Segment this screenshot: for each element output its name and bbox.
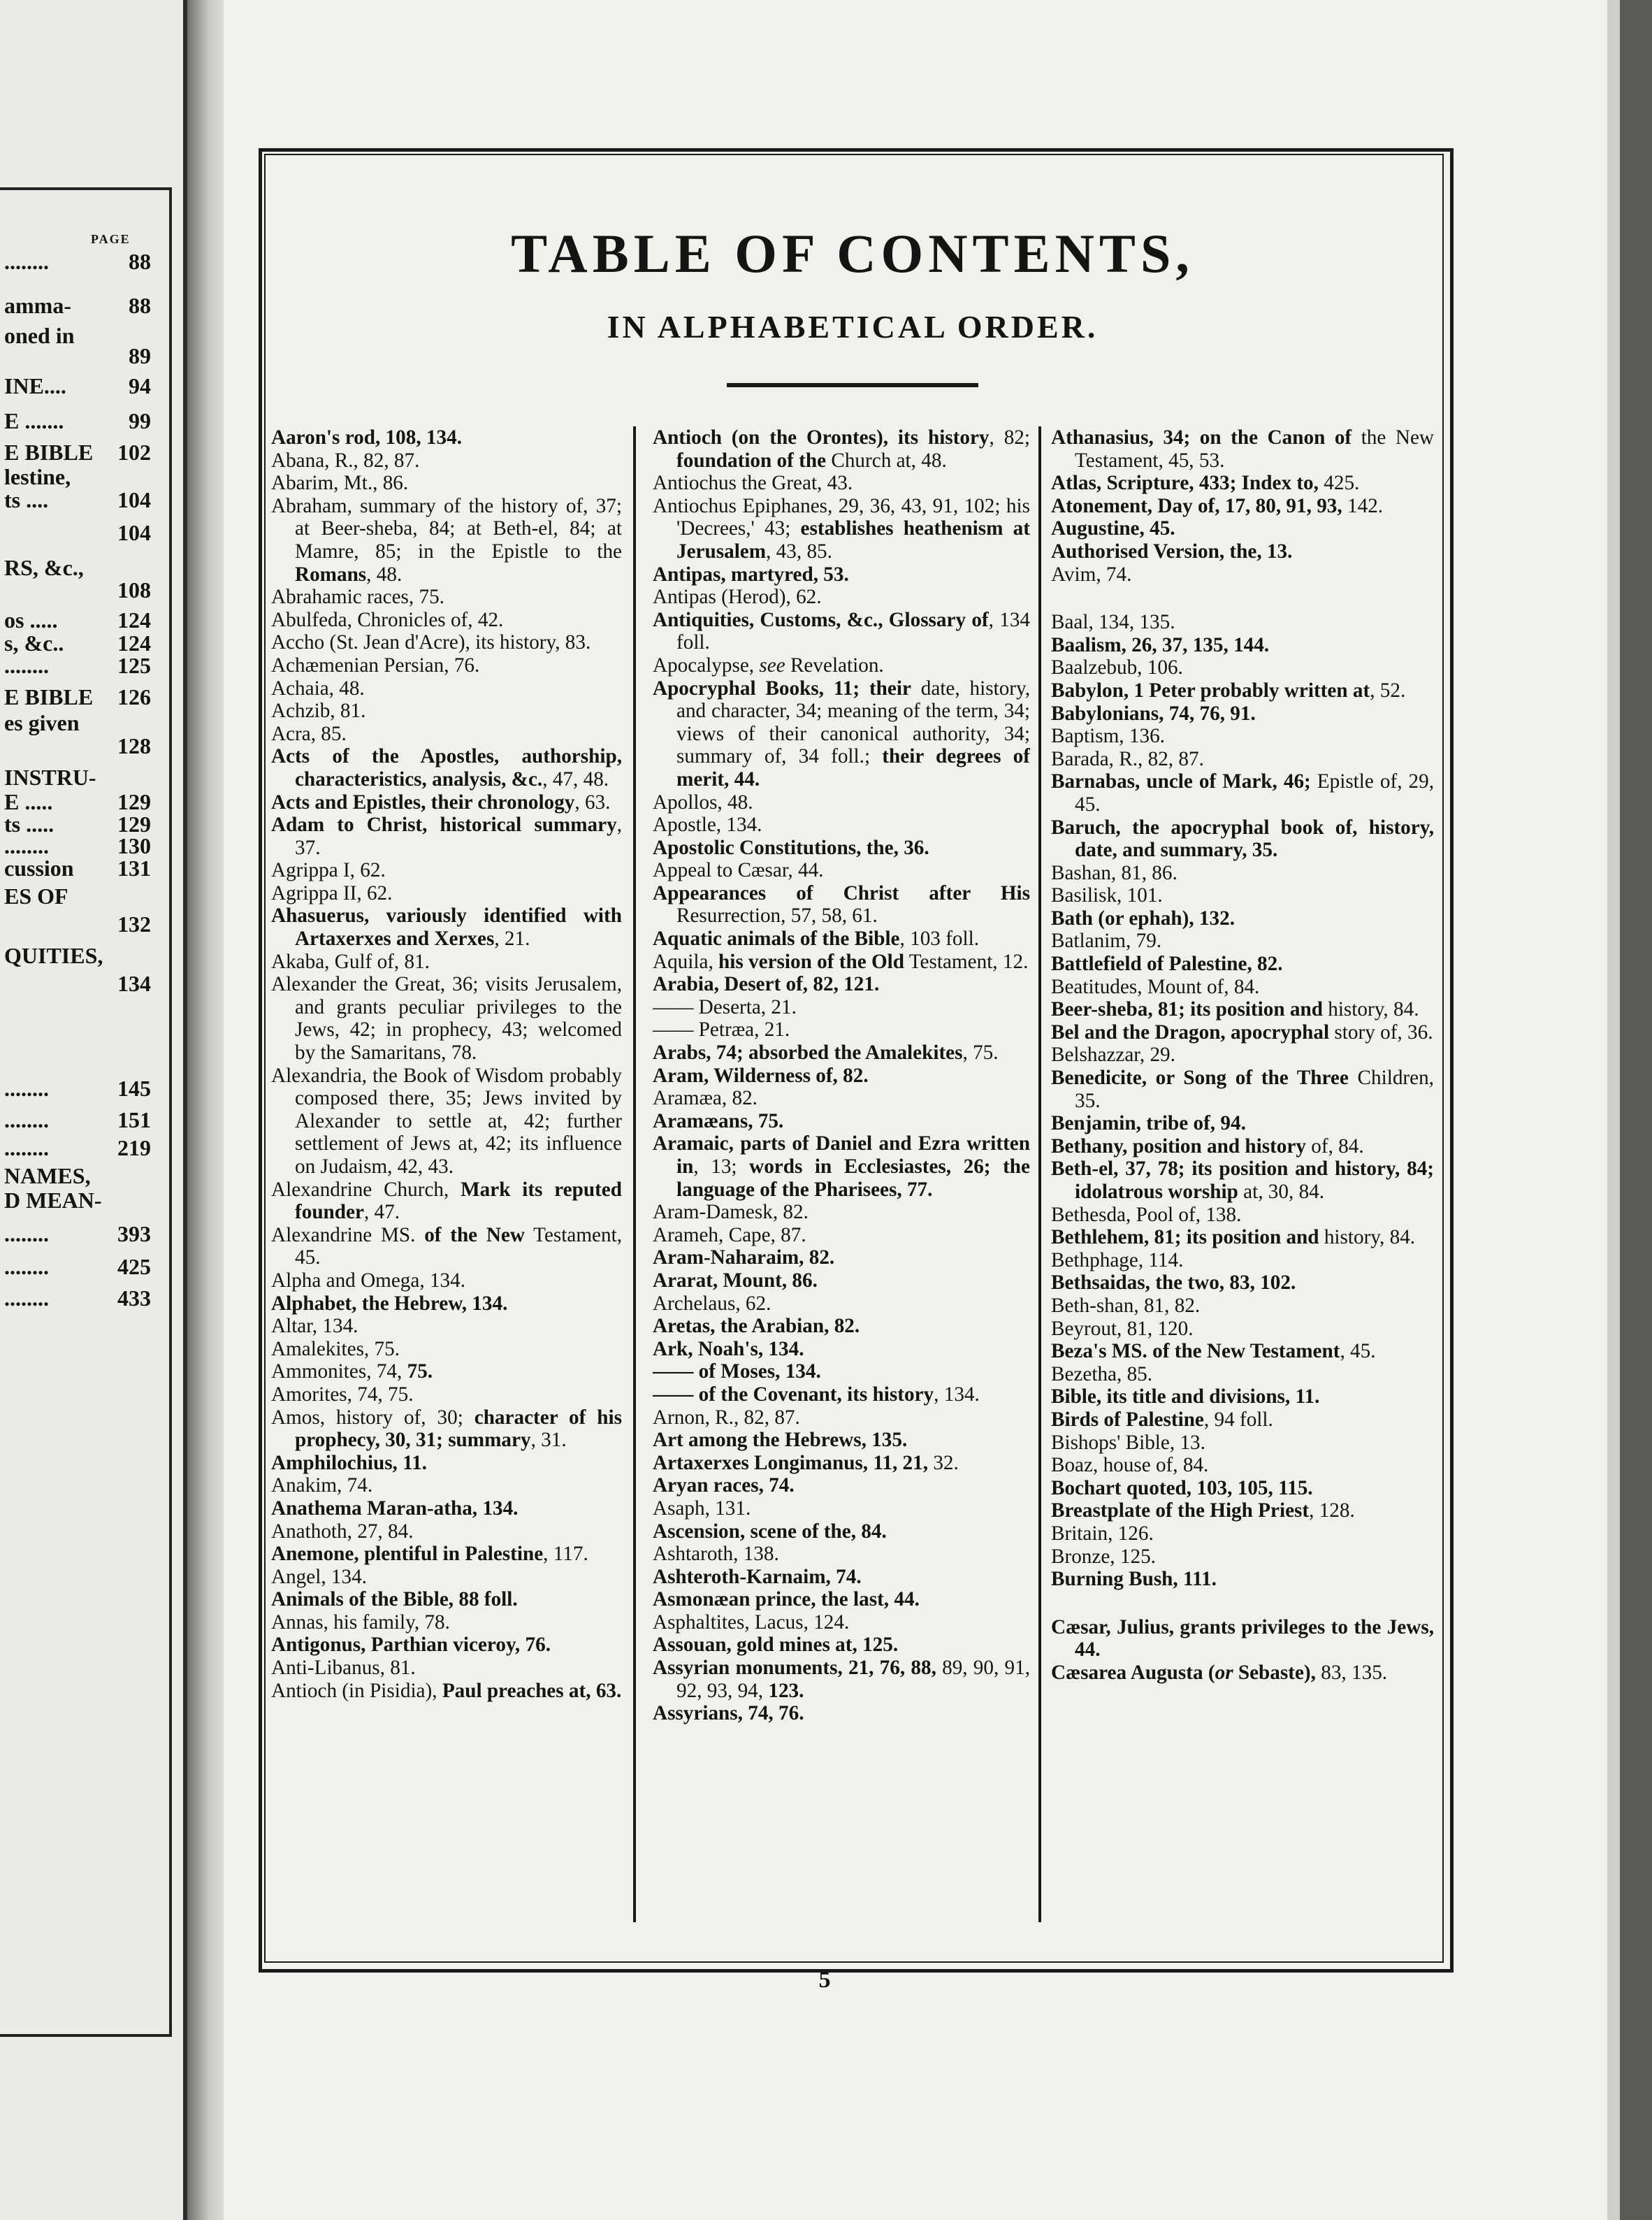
index-entry: Bethphage, 114. xyxy=(1051,1248,1184,1271)
index-entry: Apostle, 134. xyxy=(653,814,762,837)
index-entry: Asaph, 131. xyxy=(653,1497,751,1520)
index-entry: Apocalypse, see Revelation. xyxy=(653,654,884,677)
index-entry: Cæsarea Augusta (or Sebaste), 83, 135. xyxy=(1051,1661,1388,1684)
left-toc-text: s, &c.. xyxy=(4,630,64,656)
index-entry: Anakim, 74. xyxy=(271,1474,373,1497)
index-entry: Belshazzar, 29. xyxy=(1051,1044,1175,1067)
index-entry: Atonement, Day of, 17, 80, 91, 93, 142. xyxy=(1051,494,1384,517)
index-entry: Arabs, 74; absorbed the Amalekites, 75. xyxy=(653,1041,999,1065)
left-toc-text: NAMES, xyxy=(4,1163,91,1188)
index-column-1 xyxy=(271,426,622,1943)
index-entry: —— Petræa, 21. xyxy=(653,1018,790,1041)
index-entry: Anemone, plentiful in Palestine, 117. xyxy=(271,1543,588,1566)
index-entry: Asmonæan prince, the last, 44. xyxy=(653,1588,920,1611)
left-toc-page: 125 xyxy=(117,653,151,678)
left-toc-text: oned in xyxy=(4,323,75,348)
left-toc-row xyxy=(0,881,161,911)
left-toc-page: 129 xyxy=(117,789,151,814)
index-entry: Bethlehem, 81; its position and history, 84. xyxy=(1051,1226,1416,1249)
left-toc-text: es given xyxy=(4,710,80,735)
left-toc-page: 131 xyxy=(117,856,151,881)
index-entry: Aram-Damesk, 82. xyxy=(653,1201,809,1224)
index-entry: Beth-shan, 81, 82. xyxy=(1051,1294,1201,1317)
left-toc-page: 393 xyxy=(117,1221,151,1246)
left-toc-row xyxy=(0,1132,161,1163)
left-toc-text: cussion xyxy=(4,856,74,881)
index-entry: Beth-el, 37, 78; its position and history, 84; idolatrous worship at, 30, 84. xyxy=(1051,1158,1434,1203)
page-number: 5 xyxy=(818,1967,831,1993)
index-entry: Acts and Epistles, their chronology, 63. xyxy=(271,791,611,814)
index-entry: Assyrians, 74, 76. xyxy=(653,1702,804,1725)
index-entry: Bethany, position and history of, 84. xyxy=(1051,1134,1364,1158)
left-toc-text: E BIBLE xyxy=(4,684,94,709)
left-toc-text: ........ xyxy=(4,1254,49,1279)
index-entry: Abarim, Mt., 86. xyxy=(271,472,409,495)
index-entry: Alexander the Great, 36; visits Jerusalem, and grants peculiar privileges to the Jews, 42; in prophecy, 43; welcomed by the Samaritans, 78. xyxy=(271,973,622,1065)
left-toc-page: 219 xyxy=(117,1135,151,1160)
index-entry: Altar, 134. xyxy=(271,1315,358,1338)
index-entry: Atlas, Scripture, 433; Index to, 425. xyxy=(1051,472,1360,495)
left-toc-text: ........ xyxy=(4,1107,49,1132)
index-entry: Amos, history of, 30; character of his prophecy, 30, 31; summary, 31. xyxy=(271,1406,622,1452)
index-entry: Anathoth, 27, 84. xyxy=(271,1520,414,1543)
index-entry: —— of the Covenant, its history, 134. xyxy=(653,1383,980,1406)
index-entry: Acra, 85. xyxy=(271,722,347,745)
index-entry: Bible, its title and divisions, 11. xyxy=(1051,1385,1320,1408)
index-entry: Assouan, gold mines at, 125. xyxy=(653,1634,899,1657)
index-entry: Ashteroth-Karnaim, 74. xyxy=(653,1565,862,1588)
index-entry: Aaron's rod, 108, 134. xyxy=(271,426,462,449)
index-entry: Antioch (on the Orontes), its history, 82; foundation of the Church at, 48. xyxy=(653,426,1030,472)
left-toc-text: lestine, xyxy=(4,464,71,489)
index-entry: Ammonites, 74, 75. xyxy=(271,1360,433,1383)
index-entry: Achzib, 81. xyxy=(271,700,366,723)
index-entry: Agrippa I, 62. xyxy=(271,859,386,882)
index-entry: Babylon, 1 Peter probably written at, 52. xyxy=(1051,679,1406,702)
index-entry: Alexandrine Church, Mark its reputed founder, 47. xyxy=(271,1178,622,1224)
left-toc-page: 88 xyxy=(129,293,151,318)
book-gutter xyxy=(187,0,224,2220)
title-rule xyxy=(727,383,978,387)
index-column-2 xyxy=(653,426,1030,1943)
left-toc-page: 128 xyxy=(117,733,151,758)
column-divider xyxy=(1038,426,1041,1922)
left-toc-row xyxy=(0,853,161,884)
index-entry: Aram-Naharaim, 82. xyxy=(653,1246,835,1269)
index-entry: Angel, 134. xyxy=(271,1565,368,1588)
left-toc-text: ts ..... xyxy=(4,812,55,837)
left-toc-page: 94 xyxy=(129,373,151,398)
left-toc-row xyxy=(0,575,161,605)
index-entry: Ascension, scene of the, 84. xyxy=(653,1520,887,1543)
index-entry: Amalekites, 75. xyxy=(271,1337,400,1360)
left-toc-row xyxy=(0,290,161,321)
index-entry: Birds of Palestine, 94 foll. xyxy=(1051,1408,1273,1431)
left-toc-row xyxy=(0,968,161,999)
left-toc-text: ........ xyxy=(4,249,49,274)
index-entry: Achaia, 48. xyxy=(271,677,365,700)
book-edge xyxy=(1620,0,1652,2220)
index-entry: Baalism, 26, 37, 135, 144. xyxy=(1051,633,1270,656)
index-entry: Antiochus the Great, 43. xyxy=(653,472,853,495)
left-toc-page: 425 xyxy=(117,1254,151,1279)
index-entry: Appearances of Christ after His Resurrection, 57, 58, 61. xyxy=(653,881,1030,928)
index-entry: Beatitudes, Mount of, 84. xyxy=(1051,975,1260,998)
left-toc-page: 102 xyxy=(117,440,151,465)
page-edge xyxy=(1607,0,1620,2220)
left-toc-row xyxy=(0,340,161,371)
left-toc-text: QUITIES, xyxy=(4,943,103,968)
index-entry: Burning Bush, 111. xyxy=(1051,1568,1217,1591)
index-column-3 xyxy=(1051,426,1434,1943)
left-toc-text: E ....... xyxy=(4,408,64,433)
left-toc-text: ........ xyxy=(4,1285,49,1311)
left-toc-row xyxy=(0,1104,161,1135)
index-entry: Authorised Version, the, 13. xyxy=(1051,540,1293,563)
index-entry: Antiochus Epiphanes, 29, 36, 43, 91, 102; his 'Decrees,' 43; establishes heathenism at Jerusalem, 43, 85. xyxy=(653,494,1030,563)
index-entry: Barnabas, uncle of Mark, 46; Epistle of, 29, 45. xyxy=(1051,770,1434,816)
index-entry: Amphilochius, 11. xyxy=(271,1451,428,1474)
index-entry: Abana, R., 82, 87. xyxy=(271,449,420,472)
index-entry: Beyrout, 81, 120. xyxy=(1051,1317,1194,1340)
index-entry: Antioch (in Pisidia), Paul preaches at, 63. xyxy=(271,1679,622,1702)
index-entry: Bronze, 125. xyxy=(1051,1545,1156,1568)
index-entry: Alphabet, the Hebrew, 134. xyxy=(271,1292,508,1315)
index-entry: Ashtaroth, 138. xyxy=(653,1543,779,1566)
index-entry: Ahasuerus, variously identified with Artaxerxes and Xerxes, 21. xyxy=(271,904,622,951)
index-entry: Beer-sheba, 81; its position and history, 84. xyxy=(1051,998,1419,1021)
index-entry: Aramæans, 75. xyxy=(653,1109,784,1132)
index-entry: Augustine, 45. xyxy=(1051,517,1175,540)
left-page xyxy=(0,0,187,2220)
left-toc-text: os ..... xyxy=(4,607,58,633)
left-toc-page: 130 xyxy=(117,833,151,858)
left-toc-text: ........ xyxy=(4,653,49,678)
left-toc-page: 104 xyxy=(117,487,151,512)
index-entry: Boaz, house of, 84. xyxy=(1051,1454,1209,1477)
index-entry: Anathema Maran-atha, 134. xyxy=(271,1497,519,1520)
index-entry: —— of Moses, 134. xyxy=(653,1360,821,1383)
index-entry: Aquila, his version of the Old Testament, 12. xyxy=(653,950,1029,973)
index-entry: Antiquities, Customs, &c., Glossary of, 134 foll. xyxy=(653,608,1030,654)
index-entry: Aryan races, 74. xyxy=(653,1474,795,1497)
index-entry: Antipas, martyred, 53. xyxy=(653,563,849,586)
index-entry: Apocryphal Books, 11; their date, history, and character, 34; meaning of the term, 34; views of their canonical authority, 34; summary of, 34 foll.; their degrees of merit, 44. xyxy=(653,677,1030,791)
index-entry: Bochart quoted, 103, 105, 115. xyxy=(1051,1476,1313,1499)
index-entry: Athanasius, 34; on the Canon of the New Testament, 45, 53. xyxy=(1051,426,1434,472)
index-entry: Aquatic animals of the Bible, 103 foll. xyxy=(653,928,980,951)
index-entry: Appeal to Cæsar, 44. xyxy=(653,859,824,882)
left-toc-page: 89 xyxy=(129,343,151,368)
column-divider xyxy=(633,426,636,1922)
index-entry: Benedicite, or Song of the Three Children, 35. xyxy=(1051,1067,1434,1112)
index-entry: Artaxerxes Longimanus, 11, 21, 32. xyxy=(653,1451,959,1474)
left-toc-text: ........ xyxy=(4,1135,49,1160)
index-entry: Cæsar, Julius, grants privileges to the Jews, 44. xyxy=(1051,1615,1434,1662)
index-entry: Bethsaidas, the two, 83, 102. xyxy=(1051,1271,1296,1295)
left-toc-row xyxy=(0,730,161,761)
index-entry: Abraham, summary of the history of, 37; at Beer-sheba, 84; at Beth-el, 84; at Mamre, 85; in the Epistle to the Romans, 48. xyxy=(271,494,622,586)
left-toc-page: 126 xyxy=(117,684,151,709)
left-toc-text: INE.... xyxy=(4,373,66,398)
index-entry: Bezetha, 85. xyxy=(1051,1362,1153,1385)
left-toc-page: 99 xyxy=(129,408,151,433)
index-entry: Aramaic, parts of Daniel and Ezra written in, 13; words in Ecclesiastes, 26; the language of the Pharisees, 77. xyxy=(653,1132,1030,1201)
left-toc-row xyxy=(0,1185,161,1216)
left-toc-row xyxy=(0,1283,161,1313)
index-entry: Battlefield of Palestine, 82. xyxy=(1051,953,1283,976)
left-toc-row xyxy=(0,650,161,681)
index-entry: Ark, Noah's, 134. xyxy=(653,1337,804,1360)
index-entry: Alpha and Omega, 134. xyxy=(271,1269,466,1292)
index-entry: Arabia, Desert of, 82, 121. xyxy=(653,973,880,996)
index-entry: Antigonus, Parthian viceroy, 76. xyxy=(271,1634,551,1657)
index-entry: Baruch, the apocryphal book of, history, date, and summary, 35. xyxy=(1051,816,1434,862)
index-entry: Bel and the Dragon, apocryphal story of, 36. xyxy=(1051,1021,1433,1044)
index-entry: Aram, Wilderness of, 82. xyxy=(653,1064,869,1087)
left-toc-text: ........ xyxy=(4,833,49,858)
index-entry: Asphaltites, Lacus, 124. xyxy=(653,1610,850,1634)
left-toc-page: 134 xyxy=(117,971,151,996)
index-entry: Adam to Christ, historical summary, 37. xyxy=(271,814,622,859)
index-entry: Accho (St. Jean d'Acre), its history, 83. xyxy=(271,631,591,654)
left-toc-row xyxy=(0,517,161,548)
left-toc-page: 88 xyxy=(129,249,151,274)
index-entry: Apostolic Constitutions, the, 36. xyxy=(653,836,929,859)
left-toc-row xyxy=(0,405,161,436)
index-entry: Ararat, Mount, 86. xyxy=(653,1269,818,1292)
index-entry: Achæmenian Persian, 76. xyxy=(271,654,480,677)
index-entry: —— Deserta, 21. xyxy=(653,995,797,1018)
left-toc-row xyxy=(0,1251,161,1282)
index-entry: Beza's MS. of the New Testament, 45. xyxy=(1051,1340,1376,1363)
index-entry: Akaba, Gulf of, 81. xyxy=(271,950,430,973)
index-entry: Babylonians, 74, 76, 91. xyxy=(1051,702,1256,725)
index-entry: Animals of the Bible, 88 foll. xyxy=(271,1588,518,1611)
index-entry: Apollos, 48. xyxy=(653,791,753,814)
index-entry: Abrahamic races, 75. xyxy=(271,586,444,609)
index-entry: Baptism, 136. xyxy=(1051,725,1165,748)
index-entry: Acts of the Apostles, authorship, characteristics, analysis, &c., 47, 48. xyxy=(271,745,622,791)
index-entry: Baal, 134, 135. xyxy=(1051,611,1175,634)
left-toc-text: D MEAN- xyxy=(4,1188,102,1213)
left-toc-row xyxy=(0,1218,161,1249)
index-entry: Benjamin, tribe of, 94. xyxy=(1051,1112,1246,1135)
left-toc-row xyxy=(0,940,161,971)
left-toc-text: INSTRU- xyxy=(4,765,96,790)
left-toc-page: 132 xyxy=(117,911,151,937)
page-title: TABLE OF CONTENTS, xyxy=(511,223,1194,284)
left-toc-row xyxy=(0,484,161,515)
index-entry: Archelaus, 62. xyxy=(653,1292,771,1315)
left-toc-row xyxy=(0,246,161,277)
left-toc-text: RS, &c., xyxy=(4,555,84,580)
index-entry: Britain, 126. xyxy=(1051,1522,1154,1545)
left-toc-row xyxy=(0,1073,161,1104)
index-entry: Baalzebub, 106. xyxy=(1051,656,1183,679)
index-entry: Barada, R., 82, 87. xyxy=(1051,747,1204,770)
left-toc-page: 104 xyxy=(117,520,151,545)
index-entry: Aretas, the Arabian, 82. xyxy=(653,1315,860,1338)
left-toc-row xyxy=(0,370,161,401)
left-toc-text: E BIBLE xyxy=(4,440,94,465)
index-entry: Avim, 74. xyxy=(1051,563,1132,586)
index-entry: Abulfeda, Chronicles of, 42. xyxy=(271,608,504,631)
left-toc-row xyxy=(0,909,161,939)
index-entry: Arameh, Cape, 87. xyxy=(653,1223,806,1246)
index-entry: Bath (or ephah), 132. xyxy=(1051,907,1235,930)
index-entry: Batlanim, 79. xyxy=(1051,930,1162,953)
index-entry: Bethesda, Pool of, 138. xyxy=(1051,1203,1242,1226)
left-toc-text: ts .... xyxy=(4,487,49,512)
left-toc-page: 129 xyxy=(117,812,151,837)
left-toc-text: ........ xyxy=(4,1221,49,1246)
index-entry: Alexandrine MS. of the New Testament, 45. xyxy=(271,1223,622,1269)
index-entry: Anti-Libanus, 81. xyxy=(271,1657,416,1680)
index-entry: Bishops' Bible, 13. xyxy=(1051,1431,1205,1454)
left-toc-page: 108 xyxy=(117,577,151,603)
index-entry: Basilisk, 101. xyxy=(1051,884,1163,907)
index-entry: Arnon, R., 82, 87. xyxy=(653,1406,800,1429)
index-entry: Antipas (Herod), 62. xyxy=(653,586,822,609)
left-toc-text: E ..... xyxy=(4,789,53,814)
index-entry: Annas, his family, 78. xyxy=(271,1610,450,1634)
left-toc-text: ES OF xyxy=(4,884,68,909)
index-entry: Breastplate of the High Priest, 128. xyxy=(1051,1499,1355,1522)
left-toc-page: 124 xyxy=(117,607,151,633)
left-toc-page: 145 xyxy=(117,1076,151,1101)
left-toc-page: 433 xyxy=(117,1285,151,1311)
index-entry: Amorites, 74, 75. xyxy=(271,1383,414,1406)
left-page-header: PAGE xyxy=(91,232,131,246)
left-toc-page: 151 xyxy=(117,1107,151,1132)
index-entry: Art among the Hebrews, 135. xyxy=(653,1429,908,1452)
left-toc-text: amma- xyxy=(4,293,71,318)
index-entry: Assyrian monuments, 21, 76, 88, 89, 90, 91, 92, 93, 94, 123. xyxy=(653,1657,1030,1702)
index-entry: Agrippa II, 62. xyxy=(271,881,393,904)
index-entry: Alexandria, the Book of Wisdom probably composed there, 35; Jews invited by Alexander to settle at, 42; further settlement of Jews at, 42; its influence on Judaism, 42, 43. xyxy=(271,1064,622,1178)
page-subtitle: IN ALPHABETICAL ORDER. xyxy=(607,309,1099,345)
left-toc-text: ........ xyxy=(4,1076,49,1101)
index-entry: Aramæa, 82. xyxy=(653,1087,758,1110)
left-toc-page: 124 xyxy=(117,630,151,656)
index-entry: Bashan, 81, 86. xyxy=(1051,861,1178,884)
